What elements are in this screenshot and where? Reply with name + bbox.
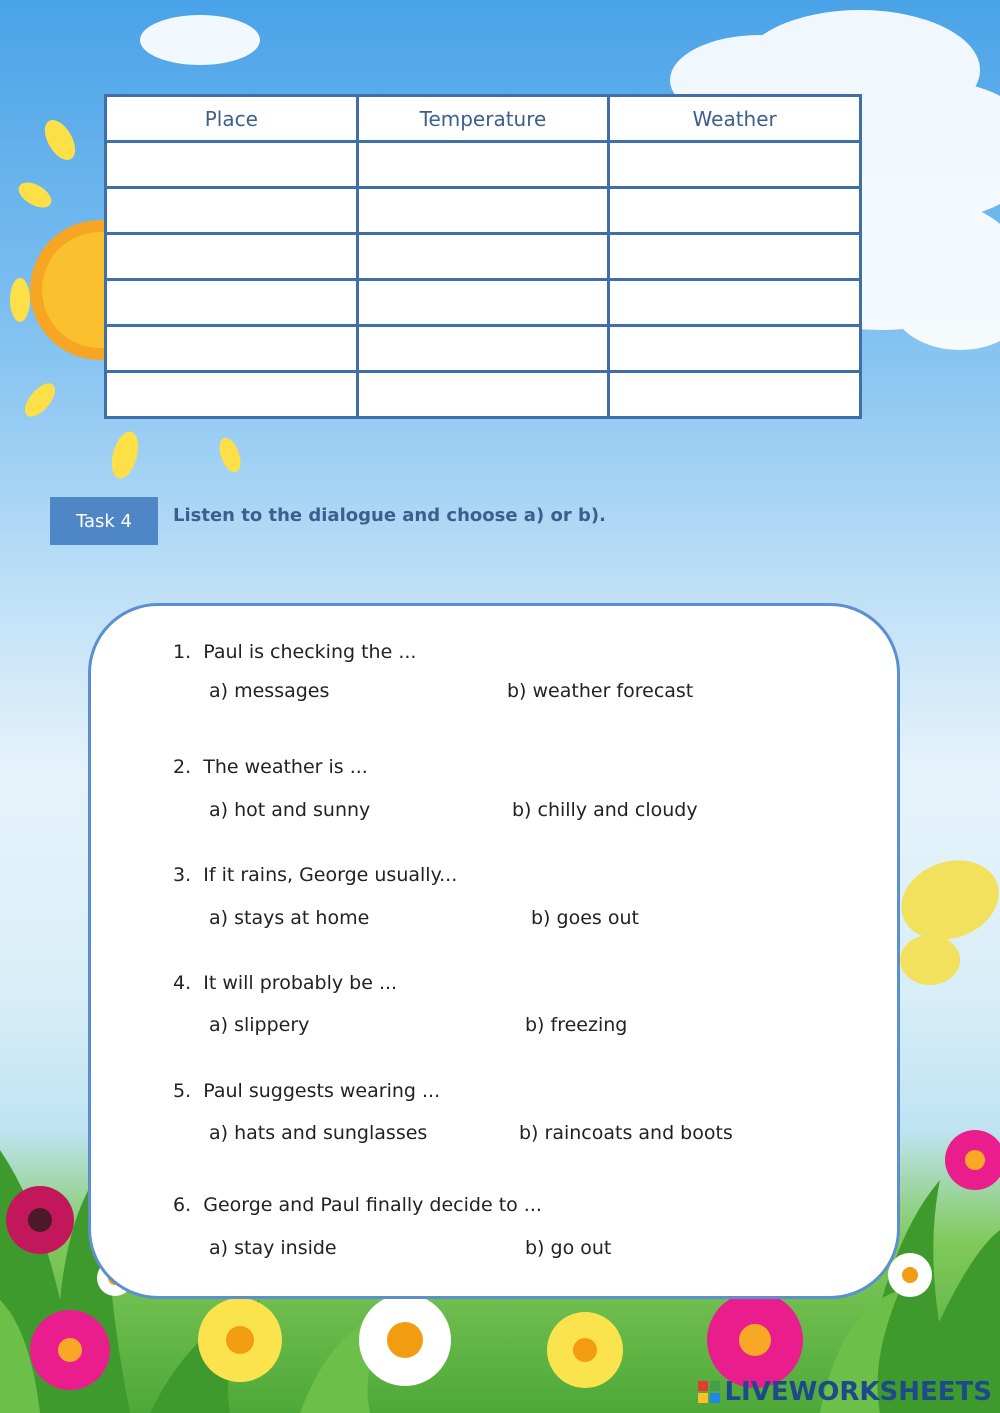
flower-icon xyxy=(6,1186,74,1254)
question-2-option-a[interactable]: a) hot and sunny xyxy=(209,799,371,821)
table-cell-place[interactable] xyxy=(106,234,358,280)
question-text: George and Paul finally decide to ... xyxy=(203,1194,542,1216)
table-cell-temperature[interactable] xyxy=(357,234,609,280)
question-number: 5. xyxy=(173,1080,192,1102)
table-cell-weather[interactable] xyxy=(609,234,861,280)
question-text: The weather is ... xyxy=(203,756,368,778)
brand-name: LIVEWORKSHEETS xyxy=(724,1377,992,1407)
table-cell-weather[interactable] xyxy=(609,326,861,372)
table-cell-temperature[interactable] xyxy=(357,372,609,418)
table-cell-temperature[interactable] xyxy=(357,142,609,188)
table-cell-temperature[interactable] xyxy=(357,326,609,372)
question-number: 1. xyxy=(173,641,192,663)
table-cell-weather[interactable] xyxy=(609,188,861,234)
question-text: It will probably be ... xyxy=(203,972,398,994)
logo-icon xyxy=(698,1381,720,1403)
table-cell-place[interactable] xyxy=(106,372,358,418)
task-instruction: Listen to the dialogue and choose a) or b). xyxy=(173,505,606,526)
table-cell-place[interactable] xyxy=(106,326,358,372)
task-label: Task 4 xyxy=(50,497,158,545)
question-1 xyxy=(173,641,416,663)
question-4-option-a[interactable]: a) slippery xyxy=(209,1014,310,1036)
column-header-temperature: Temperature xyxy=(357,96,609,142)
question-6 xyxy=(173,1194,542,1216)
butterfly-icon xyxy=(890,847,1000,985)
question-number: 3. xyxy=(173,864,192,886)
question-3-option-b[interactable]: b) goes out xyxy=(531,907,639,929)
question-3-option-a[interactable]: a) stays at home xyxy=(209,907,370,929)
question-1-option-b[interactable]: b) weather forecast xyxy=(507,680,694,702)
question-5 xyxy=(173,1080,440,1102)
question-number: 2. xyxy=(173,756,192,778)
question-number: 4. xyxy=(173,972,192,994)
table-row xyxy=(106,234,861,280)
table-row xyxy=(106,372,861,418)
table-cell-temperature[interactable] xyxy=(357,188,609,234)
liveworksheets-logo xyxy=(698,1377,992,1407)
question-4 xyxy=(173,972,397,994)
table-row xyxy=(106,188,861,234)
table-cell-place[interactable] xyxy=(106,142,358,188)
table-cell-weather[interactable] xyxy=(609,372,861,418)
column-header-place: Place xyxy=(106,96,358,142)
table-cell-weather[interactable] xyxy=(609,280,861,326)
table-row xyxy=(106,142,861,188)
question-text: If it rains, George usually... xyxy=(203,864,458,886)
question-number: 6. xyxy=(173,1194,192,1216)
table-cell-place[interactable] xyxy=(106,280,358,326)
table-cell-temperature[interactable] xyxy=(357,280,609,326)
weather-table xyxy=(104,94,862,419)
question-text: Paul is checking the ... xyxy=(203,641,417,663)
question-text: Paul suggests wearing ... xyxy=(203,1080,441,1102)
question-1-option-a[interactable]: a) messages xyxy=(209,680,330,702)
table-row xyxy=(106,326,861,372)
table-cell-place[interactable] xyxy=(106,188,358,234)
question-5-option-b[interactable]: b) raincoats and boots xyxy=(519,1122,733,1144)
questions-card xyxy=(88,603,900,1299)
table-header-row xyxy=(106,96,861,142)
question-4-option-b[interactable]: b) freezing xyxy=(525,1014,628,1036)
table-row xyxy=(106,280,861,326)
question-5-option-a[interactable]: a) hats and sunglasses xyxy=(209,1122,428,1144)
question-6-option-b[interactable]: b) go out xyxy=(525,1237,612,1259)
table-cell-weather[interactable] xyxy=(609,142,861,188)
question-3 xyxy=(173,864,457,886)
question-2-option-b[interactable]: b) chilly and cloudy xyxy=(512,799,698,821)
question-2 xyxy=(173,756,368,778)
column-header-weather: Weather xyxy=(609,96,861,142)
question-6-option-a[interactable]: a) stay inside xyxy=(209,1237,337,1259)
